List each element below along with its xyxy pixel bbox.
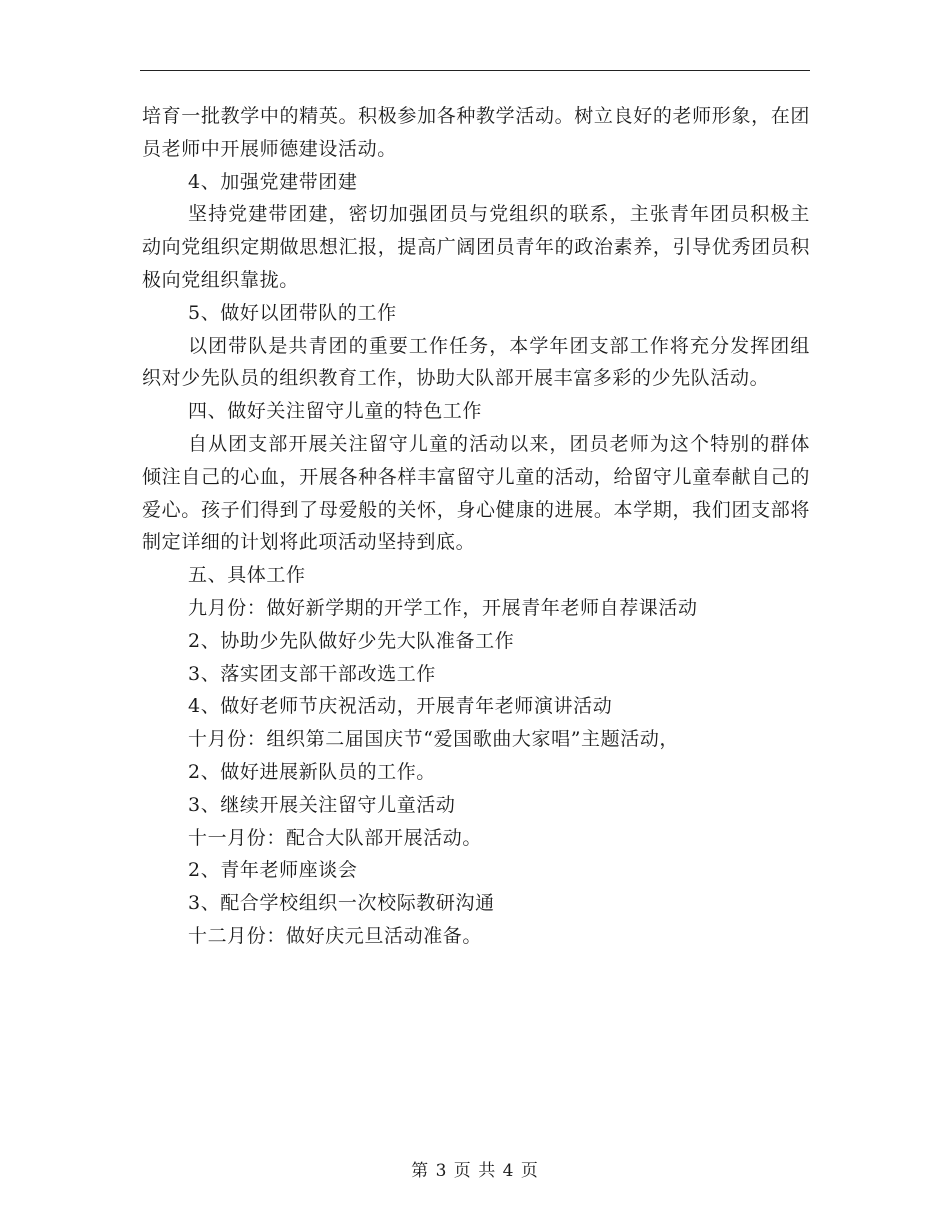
list-item: 2、青年老师座谈会 [188, 859, 358, 882]
paragraph: 坚持党建带团建，密切加强团员与党组织的联系，主张青年团员积极主动向党组织定期做思想汇报，提高广阔团员青年的政治素养，引导优秀团员积极向党组织靠拢。 [142, 203, 810, 291]
page-number-footer: 第 3 页 共 4 页 [411, 1161, 539, 1181]
list-item: 3、落实团支部干部改选工作 [188, 662, 436, 685]
list-item: 4、做好老师节庆祝活动，开展青年老师演讲活动 [188, 695, 613, 718]
section-heading: 5、做好以团带队的工作 [188, 301, 397, 324]
list-item: 十二月份：做好庆元旦活动准备。 [188, 924, 483, 947]
list-item: 十一月份：配合大队部开展活动。 [188, 826, 483, 849]
section-heading: 4、加强党建带团建 [188, 170, 358, 193]
paragraph: 以团带队是共青团的重要工作任务，本学年团支部工作将充分发挥团组织对少先队员的组织教育工作，协助大队部开展丰富多彩的少先队活动。 [142, 334, 810, 390]
list-item: 3、配合学校组织一次校际教研沟通 [188, 892, 495, 915]
section-heading: 四、做好关注留守儿童的特色工作 [188, 400, 483, 423]
document-body [142, 100, 810, 953]
header-rule [140, 70, 810, 71]
list-item: 2、做好进展新队员的工作。 [188, 760, 436, 783]
paragraph: 培育一批教学中的精英。积极参加各种教学活动。树立良好的老师形象，在团员老师中开展师德建设活动。 [142, 105, 810, 160]
list-item: 2、协助少先队做好少先大队准备工作 [188, 629, 515, 652]
paragraph: 自从团支部开展关注留守儿童的活动以来，团员老师为这个特别的群体倾注自己的心血，开展各种各样丰富留守儿童的活动，给留守儿童奉献自己的爱心。孩子们得到了母爱般的关怀，身心健康的进展。本学期，我们团支部将制定详细的计划将此项活动坚持到底。 [142, 432, 810, 554]
list-item: 九月份：做好新学期的开学工作，开展青年老师自荐课活动 [188, 596, 698, 619]
section-heading: 五、具体工作 [188, 564, 306, 587]
list-item: 十月份：组织第二届国庆节“爱国歌曲大家唱”主题活动， [188, 728, 680, 751]
list-item: 3、继续开展关注留守儿童活动 [188, 793, 456, 816]
